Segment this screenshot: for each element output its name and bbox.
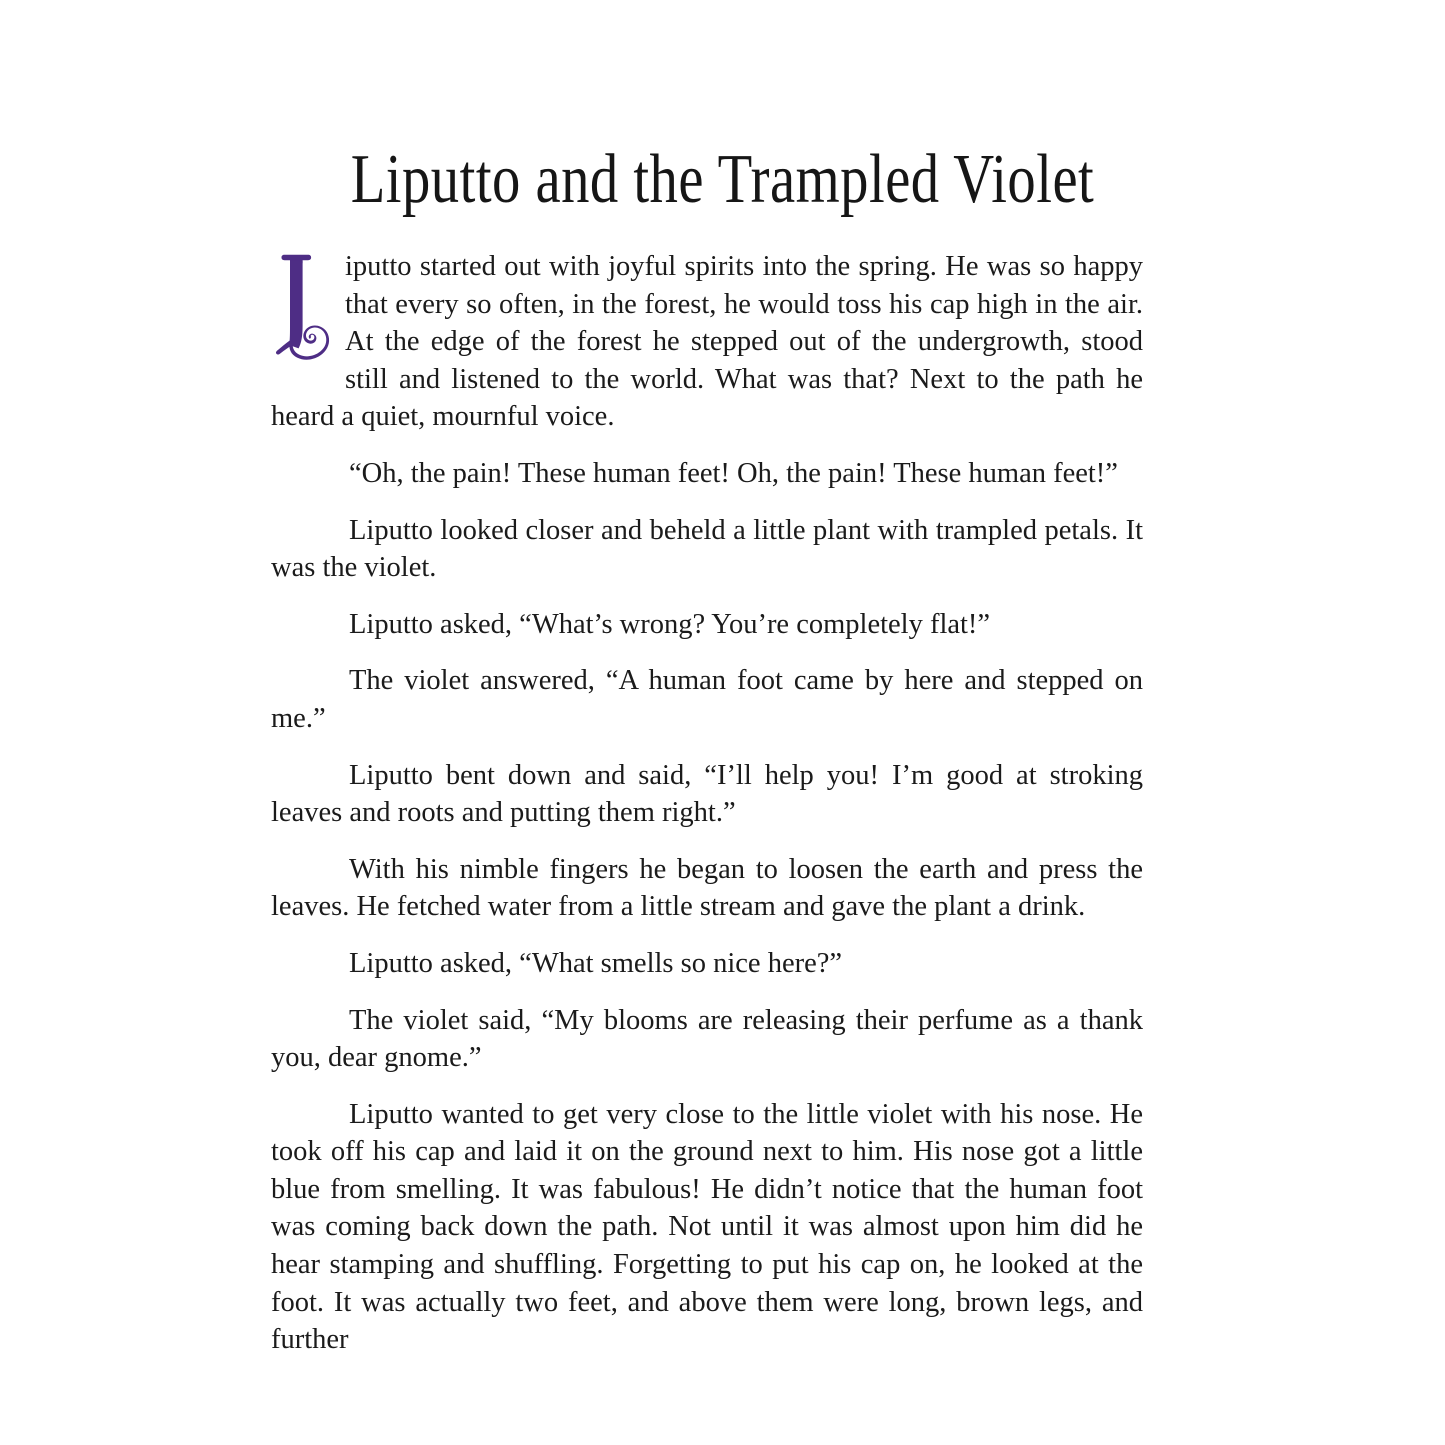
paragraph: The violet said, “My blooms are releasing their perfume as a thank you, dear gnome.”	[271, 1004, 1143, 1074]
paragraph: Liputto wanted to get very close to the little violet with his nose. He took off his cap and laid it on the ground next to him. His nose got a little blue from smelling. It was fabulous! He didn’t notice that the human foot was coming back down the path. Not until it was almost upon him did he hear stamping and shuffling. Forgetting to put his cap on, he looked at the foot. It was actually two feet, and above them were long, brown legs, and further	[271, 1098, 1143, 1356]
paragraph: Liputto asked, “What’s wrong? You’re completely flat!”	[349, 608, 991, 640]
page-title: Liputto and the Trampled Violet	[350, 138, 1095, 217]
paragraph-text: iputto started out with joyful spirits into the spring. He was so happy that every so often, in the forest, he would toss his cap high in the air. At the edge of the forest he stepped out of the undergrowth, stood still and listened to the world. What was that? Next to the path he heard a quiet, mournful voice.	[271, 251, 1143, 433]
drop-cap-letter-l-icon	[271, 254, 341, 362]
paragraph: “Oh, the pain! These human feet! Oh, the pain! These human feet!”	[349, 457, 1118, 489]
body-text-column	[271, 248, 1143, 1359]
paragraph: Liputto asked, “What smells so nice here?”	[349, 947, 843, 979]
paragraph: Liputto looked closer and beheld a little plant with trampled petals. It was the violet.	[271, 514, 1143, 584]
paragraph: The violet answered, “A human foot came by here and stepped on me.”	[271, 665, 1143, 734]
paragraph	[271, 248, 1143, 436]
paragraph: Liputto bent down and said, “I’ll help you! I’m good at stroking leaves and roots and putting them right.”	[271, 759, 1143, 829]
paragraph: With his nimble fingers he began to loosen the earth and press the leaves. He fetched water from a little stream and gave the plant a drink.	[271, 853, 1143, 923]
